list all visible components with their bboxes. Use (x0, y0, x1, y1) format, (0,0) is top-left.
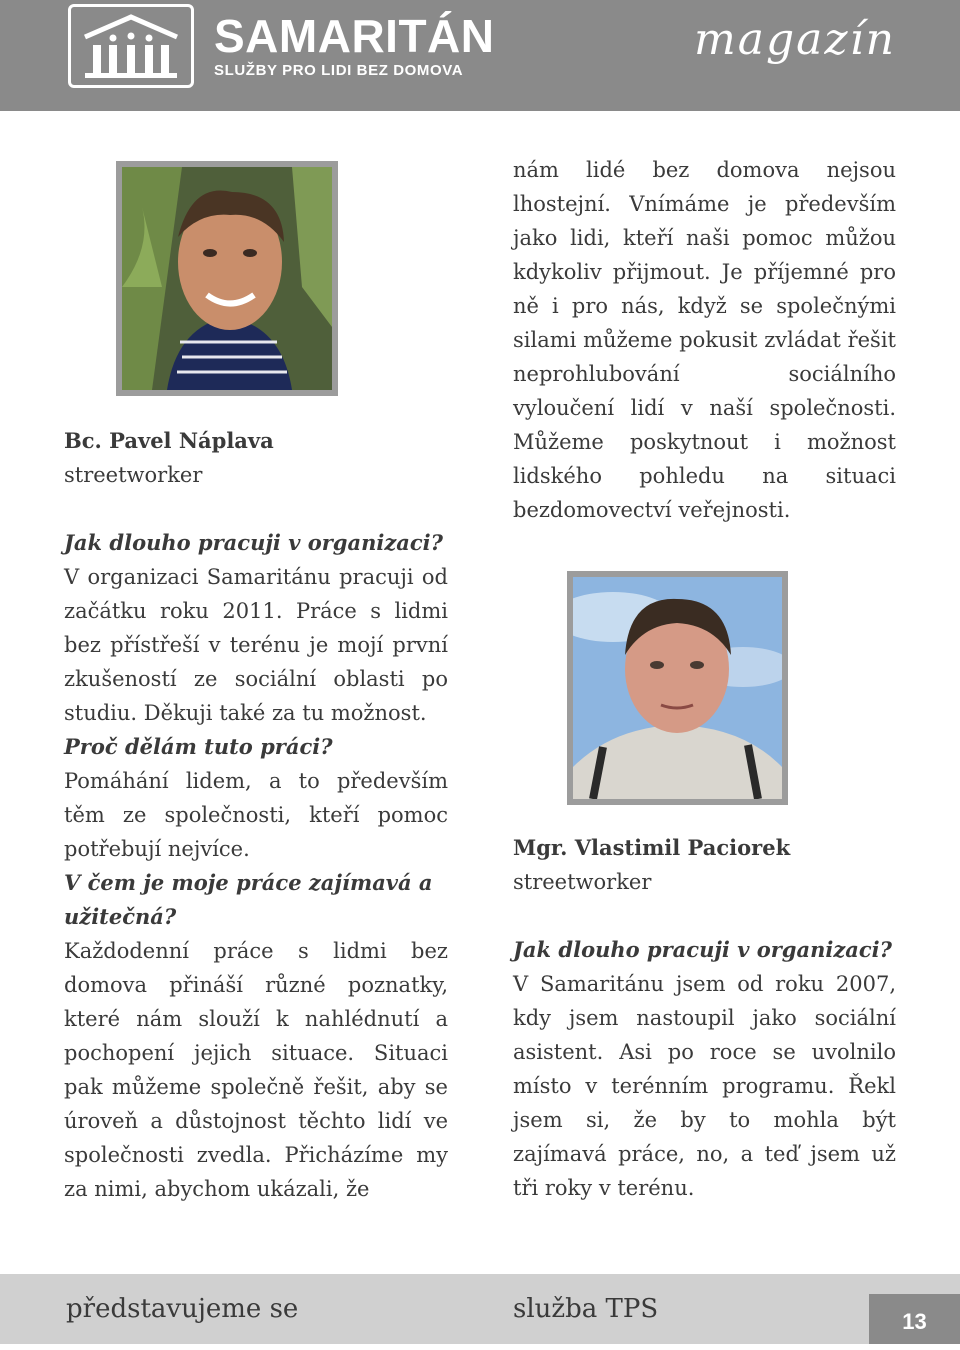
answer-paragraph: V Samaritánu jsem od roku 2007, kdy jsem nastoupil jako sociální asistent. Asi po roce se uvolnilo místo v terénním programu. Řekl jsem si, že by to mohla být zajímavá práce, no, a teď jsem už tři roky v terénu. (513, 972, 896, 1200)
brand-name: SAMARITÁN (214, 10, 495, 62)
logo-house-icon (71, 7, 191, 85)
question-heading: Jak dlouho pracuji v organizaci? (513, 937, 892, 962)
answer-paragraph-continued: nám lidé bez domova nejsou lhostejní. Vnímáme je především jako lidi, kteří naši pomoc můžou kdykoliv přijmout. Je příjemné pro ně i pro nás, když se společnými silami můžeme pokusit zvládat řešit neprohlubování sociálního vyloučení lidí v naší společnosti. Můžeme poskytnout i možnost lidského pohledu na situaci bezdomovectví veřejnosti. (513, 158, 896, 522)
left-column (64, 424, 448, 1206)
magazine-header (0, 0, 960, 111)
samaritan-logo (68, 4, 194, 88)
person-role: streetworker (513, 870, 652, 894)
person-role: streetworker (64, 463, 203, 487)
section-label: představujeme se (66, 1294, 299, 1324)
person-name: Mgr. Vlastimil Paciorek (513, 835, 791, 860)
question-heading: V čem je moje práce zajímavá a užitečná? (64, 870, 433, 929)
page-footer (0, 1274, 960, 1344)
answer-paragraph: Pomáhání lidem, a to především těm ze společnosti, kteří pomoc potřebují nejvíce. (64, 769, 448, 861)
person-name: Bc. Pavel Náplava (64, 428, 274, 453)
question-heading: Jak dlouho pracuji v organizaci? (64, 530, 443, 555)
right-column-profile2 (513, 831, 896, 1205)
brand-tagline: SLUŽBY PRO LIDI BEZ DOMOVA (214, 62, 464, 79)
question-heading: Proč dělám tuto práci? (64, 734, 333, 759)
service-label: služba TPS (513, 1294, 659, 1324)
page-number: 13 (869, 1294, 960, 1344)
portrait-photo-pavel (116, 161, 338, 396)
magazine-title: magazín (694, 14, 896, 65)
portrait-photo-vlastimil (567, 571, 788, 805)
right-column-continuation (513, 153, 896, 527)
answer-paragraph: V organizaci Samaritánu pracuji od začátku roku 2011. Práce s lidmi bez přístřeší v terénu je mojí první zkušeností ze sociální oblasti po studiu. Děkuji také za tu možnost. (64, 565, 448, 725)
answer-paragraph: Každodenní práce s lidmi bez domova přináší různé poznatky, které nám slouží k nahlédnutí a pochopení jejich situace. Situaci pak můžeme společně řešit, aby se úroveň a důstojnost těchto lidí ve společnosti zvedla. Přicházíme my za nimi, abychom ukázali, že (64, 939, 448, 1201)
